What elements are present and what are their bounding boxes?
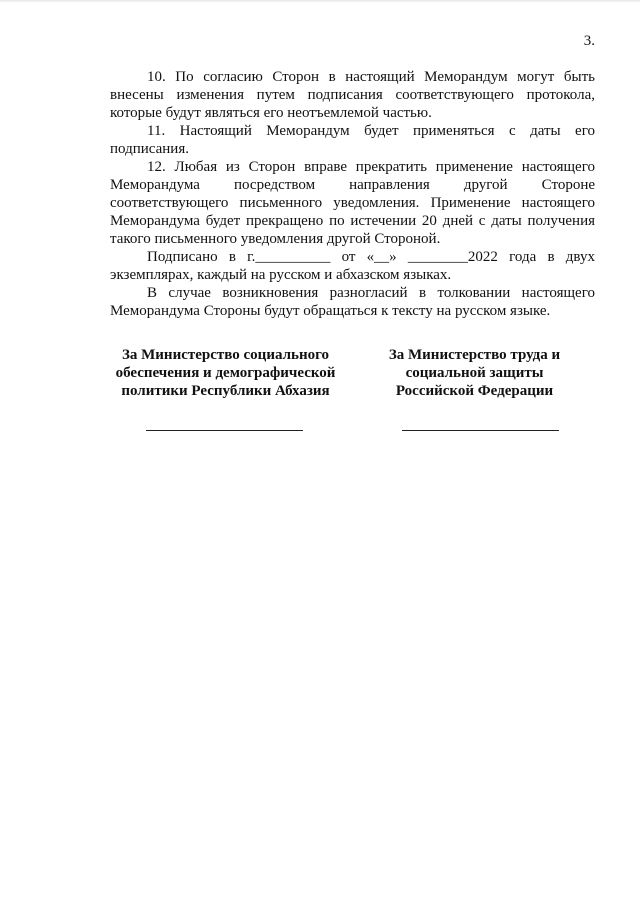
- signatory-line: политики Республики Абхазия: [121, 383, 330, 399]
- signatory-line: За Министерство социального: [121, 347, 330, 363]
- signing-place-date: Подписано в г.__________ от «__» ________2022 года в двух экземплярах, каждый на русском и абхазском языках.: [110, 249, 595, 283]
- signatory-line: обеспечения и демографической: [115, 365, 336, 381]
- signatory-russia: [357, 346, 592, 400]
- signatory-abkhazia: [108, 346, 343, 400]
- signature-line-abkhazia: [146, 430, 303, 431]
- paragraph-10: 10. По согласию Сторон в настоящий Меморандум могут быть внесены изменения путем подписания соответствующего протокола, которые будут являться его неотъемлемой частью.: [110, 69, 595, 121]
- signatory-line: Российской Федерации: [395, 383, 554, 399]
- signatory-line: За Министерство труда и: [388, 347, 561, 363]
- language-clause: В случае возникновения разногласий в толковании настоящего Меморандума Стороны будут обращаться к тексту на русском языке.: [110, 285, 595, 319]
- paragraph-12: 12. Любая из Сторон вправе прекратить применение настоящего Меморандума посредством направления другой Стороне соответствующего письменного уведомления. Применение настоящего Меморандума будет прекращено по истечении 20 дней с даты получения такого письменного уведомления другой Стороной.: [110, 159, 595, 247]
- scan-edge: [0, 0, 640, 3]
- signature-line-russia: [402, 430, 559, 431]
- paragraph-11: 11. Настоящий Меморандум будет применяться с даты его подписания.: [110, 123, 595, 157]
- memorandum-body: [110, 68, 595, 320]
- signatory-line: социальной защиты: [405, 365, 544, 381]
- page-number: 3.: [583, 33, 595, 49]
